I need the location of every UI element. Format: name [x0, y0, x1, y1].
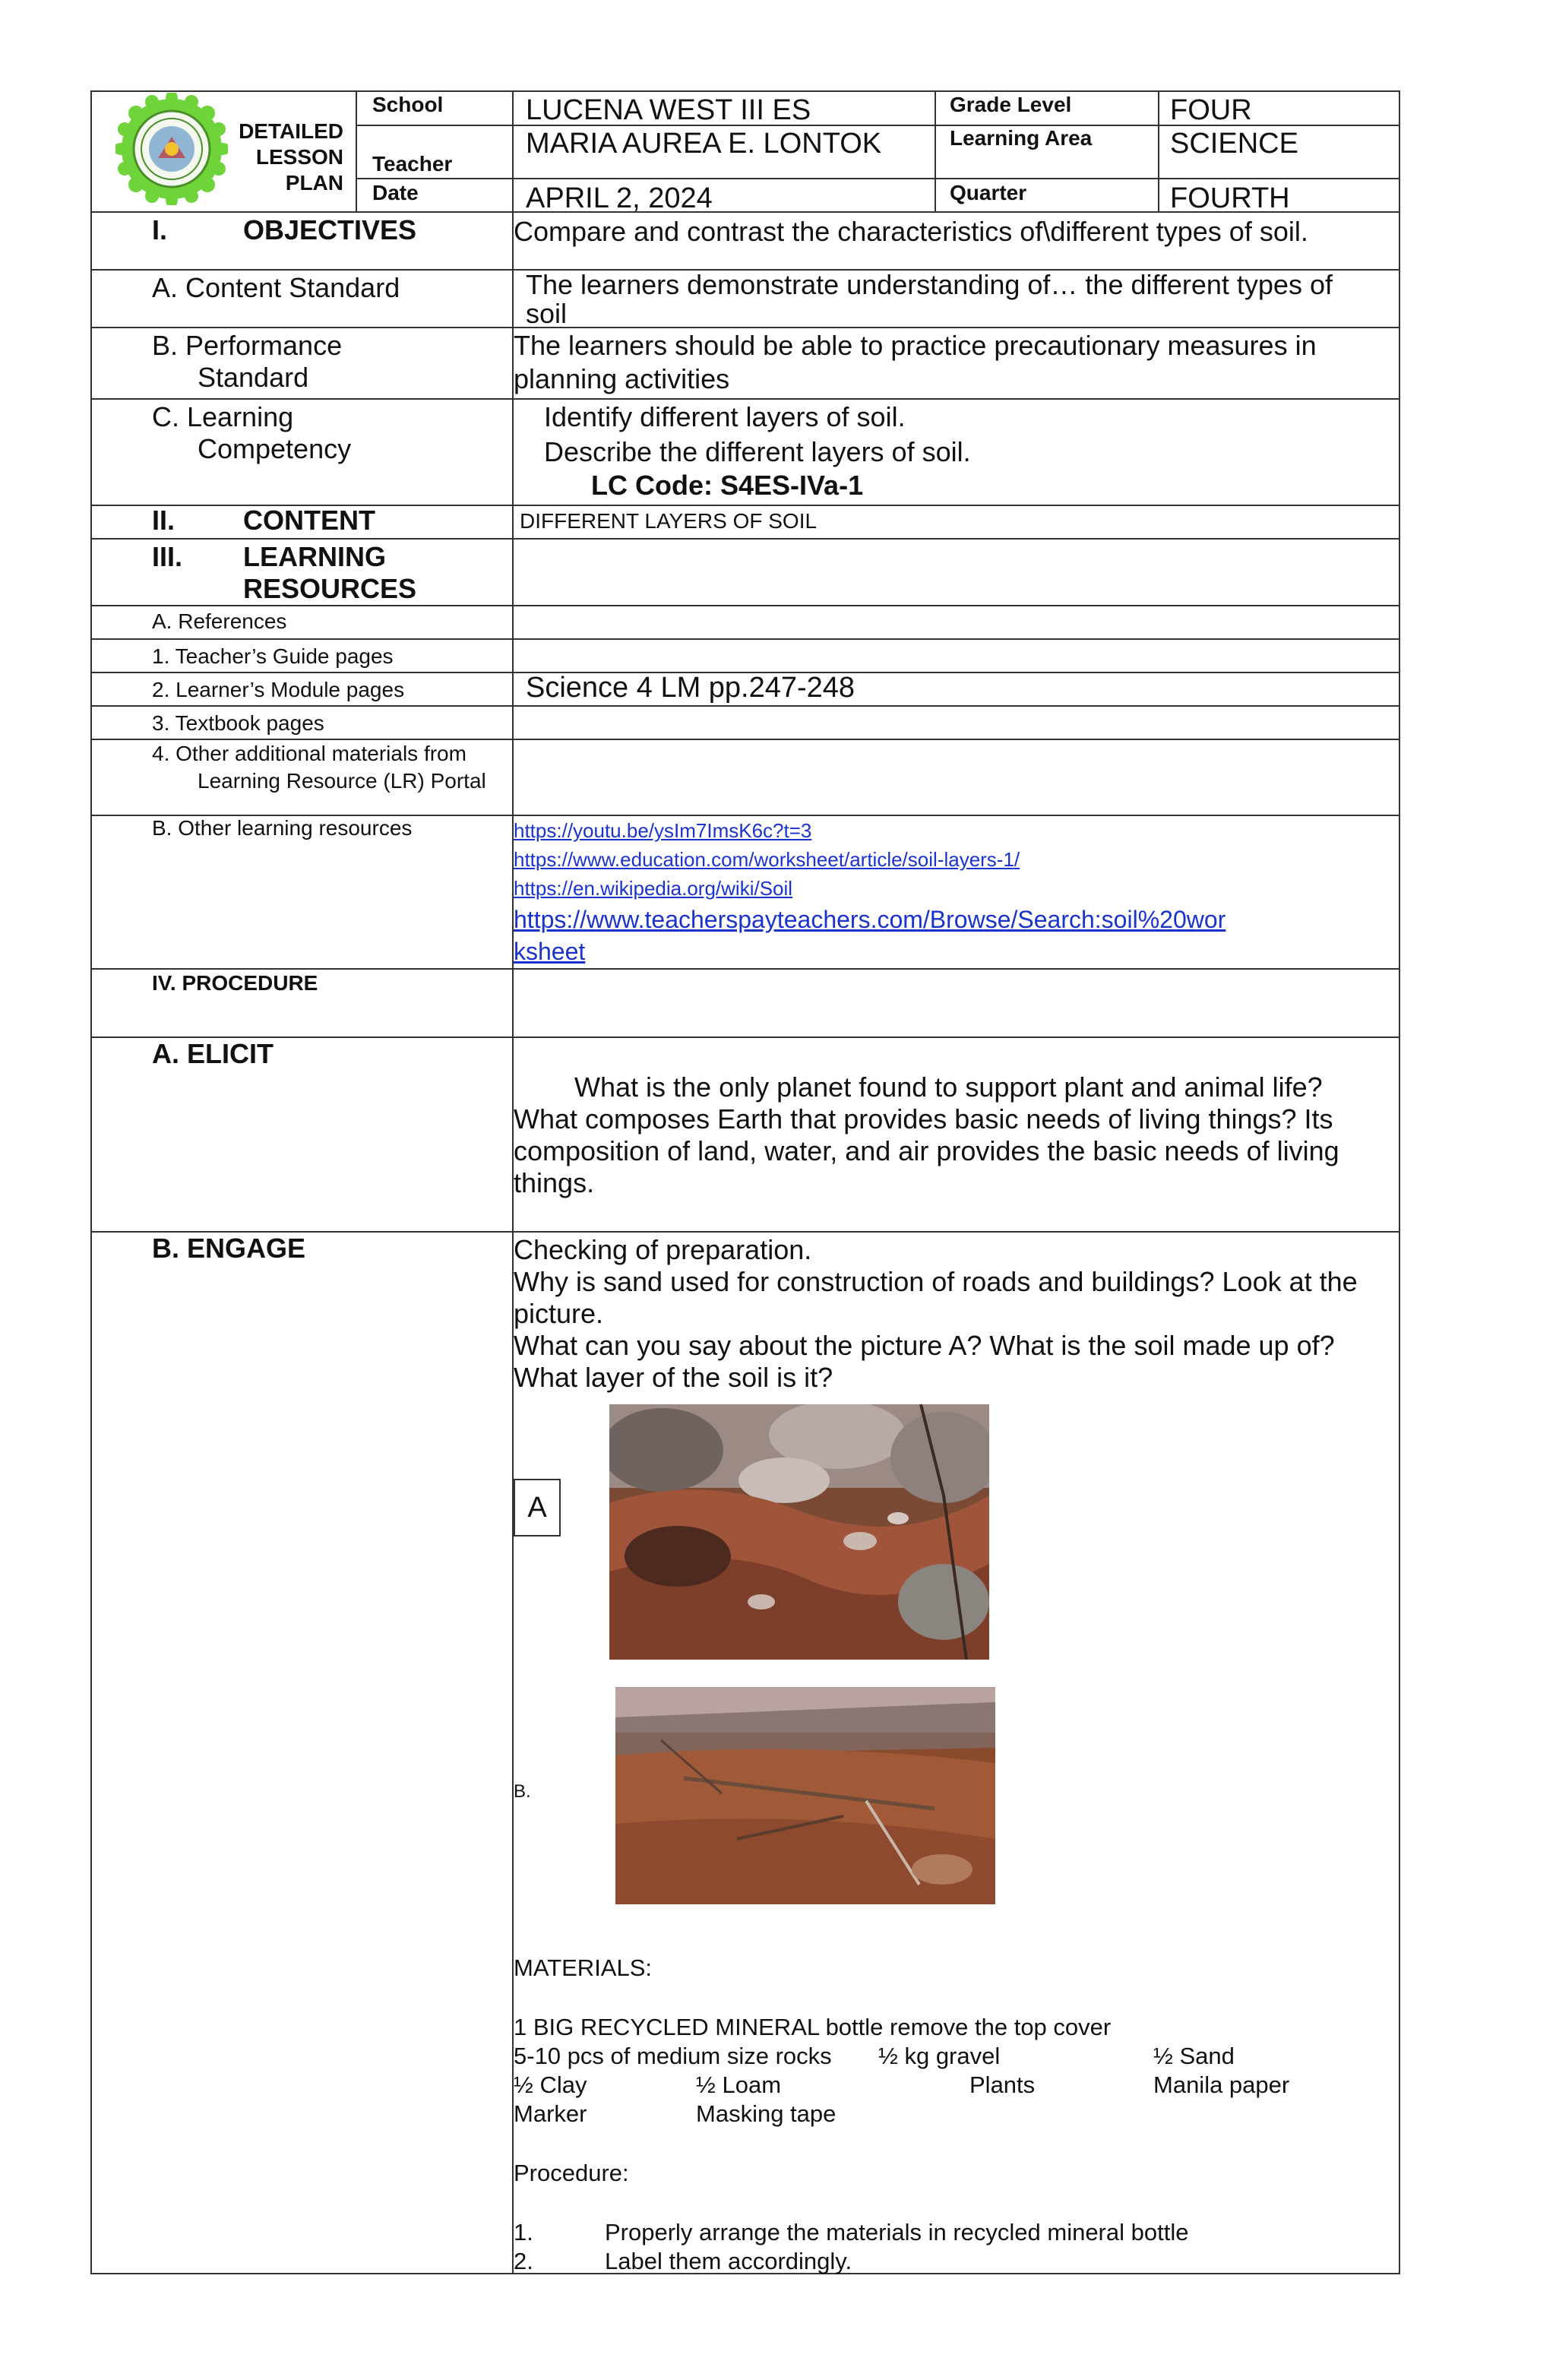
objectives-number: I. — [152, 214, 168, 245]
date-value: APRIL 2, 2024 — [526, 182, 713, 214]
row-divider — [90, 605, 1400, 606]
row-divider — [90, 739, 1400, 740]
objectives-text: Compare and contrast the characteristics of\different types of soil. — [514, 216, 1308, 247]
quarter-value: FOURTH — [1170, 182, 1290, 214]
picture-b-label: B. — [514, 1781, 531, 1802]
other-materials-label-1: 4. Other additional materials from — [152, 742, 466, 765]
procedure-heading: IV. PROCEDURE — [152, 971, 318, 995]
material-sand: ½ Sand — [1153, 2043, 1235, 2069]
grade-level-label: Grade Level — [950, 93, 1072, 116]
col-divider — [1158, 90, 1159, 211]
learning-competency-label-2: Competency — [198, 433, 352, 464]
learners-module-value: Science 4 LM pp.247-248 — [526, 672, 855, 704]
grade-level-value: FOUR — [1170, 94, 1252, 126]
row-divider — [90, 638, 1400, 640]
resource-link-tpt-2[interactable]: ksheet — [514, 938, 586, 965]
engage-line-1: Checking of preparation. — [514, 1234, 812, 1265]
material-rocks: 5-10 pcs of medium size rocks — [514, 2043, 832, 2069]
step-1-number: 1. — [514, 2219, 533, 2245]
content-text: DIFFERENT LAYERS OF SOIL — [520, 509, 818, 533]
resource-link-education[interactable]: https://www.education.com/worksheet/article/soil-layers-1/ — [514, 848, 1020, 871]
step-1-text: Properly arrange the materials in recycled mineral bottle — [605, 2219, 1189, 2245]
performance-standard-label-2: Standard — [198, 362, 309, 393]
other-resources-label: B. Other learning resources — [152, 816, 413, 840]
material-plants: Plants — [969, 2071, 1036, 2098]
materials-line-1: 1 BIG RECYCLED MINERAL bottle remove the top cover — [514, 2014, 1112, 2040]
resources-heading-1: LEARNING — [243, 541, 386, 572]
col-divider — [935, 90, 936, 211]
performance-standard-text-1: The learners should be able to practice precautionary measures in — [514, 330, 1317, 361]
performance-standard-text-2: planning activities — [514, 363, 730, 394]
competency-item-1: Identify different layers of soil. — [544, 401, 906, 432]
engage-line-3: picture. — [514, 1298, 604, 1329]
lesson-plan-title: DETAILED LESSON PLAN — [239, 119, 343, 195]
picture-a-label: A — [514, 1479, 561, 1537]
learning-area-label: Learning Area — [950, 126, 1093, 150]
references-label: A. References — [152, 609, 287, 633]
other-materials-label-2: Learning Resource (LR) Portal — [198, 769, 486, 793]
learning-area-value: SCIENCE — [1170, 128, 1298, 160]
row-divider — [90, 1037, 1400, 1038]
row-divider — [90, 398, 1400, 400]
engage-heading: B. ENGAGE — [152, 1233, 306, 1264]
date-label: Date — [372, 181, 419, 204]
material-gravel: ½ kg gravel — [878, 2043, 1001, 2069]
soil-photo-a — [609, 1404, 989, 1660]
material-clay: ½ Clay — [514, 2071, 587, 2098]
elicit-line-4: things. — [514, 1167, 595, 1198]
resource-link-youtube[interactable]: https://youtu.be/ysIm7ImsK6c?t=3 — [514, 819, 812, 842]
teacher-label: Teacher — [372, 152, 453, 176]
material-masking-tape: Masking tape — [696, 2100, 837, 2127]
material-marker: Marker — [514, 2100, 587, 2127]
textbook-label: 3. Textbook pages — [152, 711, 324, 735]
step-2-number: 2. — [514, 2248, 533, 2274]
elicit-heading: A. ELICIT — [152, 1038, 274, 1069]
content-standard-text-1: The learners demonstrate understanding of… the different types of — [526, 269, 1333, 300]
engage-line-4: What can you say about the picture A? What is the soil made up of? — [514, 1330, 1335, 1361]
step-2-text: Label them accordingly. — [605, 2248, 852, 2274]
content-standard-text-2: soil — [526, 298, 568, 329]
row-divider — [90, 968, 1400, 970]
elicit-line-3: composition of land, water, and air provides the basic needs of living — [514, 1135, 1339, 1166]
engage-line-2: Why is sand used for construction of roads and buildings? Look at the — [514, 1266, 1358, 1297]
col-divider — [512, 90, 514, 211]
teachers-guide-label: 1. Teacher’s Guide pages — [152, 644, 394, 668]
objectives-heading: OBJECTIVES — [243, 214, 417, 245]
engage-line-5: What layer of the soil is it? — [514, 1362, 833, 1393]
school-value: LUCENA WEST III ES — [526, 94, 811, 126]
materials-heading: MATERIALS: — [514, 1954, 653, 1981]
content-standard-label: A. Content Standard — [152, 272, 400, 303]
learners-module-label: 2. Learner’s Module pages — [152, 678, 405, 701]
quarter-label: Quarter — [950, 181, 1027, 204]
resource-link-wikipedia[interactable]: https://en.wikipedia.org/wiki/Soil — [514, 877, 793, 900]
learning-competency-label-1: C. Learning — [152, 401, 294, 432]
competency-item-2: Describe the different layers of soil. — [544, 436, 971, 467]
row-divider — [90, 538, 1400, 540]
lc-code: LC Code: S4ES-IVa-1 — [591, 470, 864, 501]
elicit-line-1: What is the only planet found to support plant and animal life? — [574, 1071, 1323, 1103]
row-divider — [90, 705, 1400, 707]
elicit-line-2: What composes Earth that provides basic needs of living things? Its — [514, 1103, 1333, 1135]
row-divider — [90, 327, 1400, 328]
col-divider — [356, 90, 357, 211]
procedure-subheading: Procedure: — [514, 2160, 629, 2186]
material-loam: ½ Loam — [696, 2071, 782, 2098]
content-number: II. — [152, 505, 176, 536]
material-manila-paper: Manila paper — [1153, 2071, 1290, 2098]
deped-seal-icon — [115, 93, 228, 205]
performance-standard-label-1: B. Performance — [152, 330, 343, 361]
school-label: School — [372, 93, 444, 116]
teacher-value: MARIA AUREA E. LONTOK — [526, 128, 882, 160]
soil-photo-b — [615, 1687, 995, 1904]
resource-link-tpt-1[interactable]: https://www.teacherspayteachers.com/Browse/Search:soil%20wor — [514, 906, 1226, 933]
content-heading: CONTENT — [243, 505, 375, 536]
resources-heading-2: RESOURCES — [243, 573, 417, 604]
resources-number: III. — [152, 541, 183, 572]
